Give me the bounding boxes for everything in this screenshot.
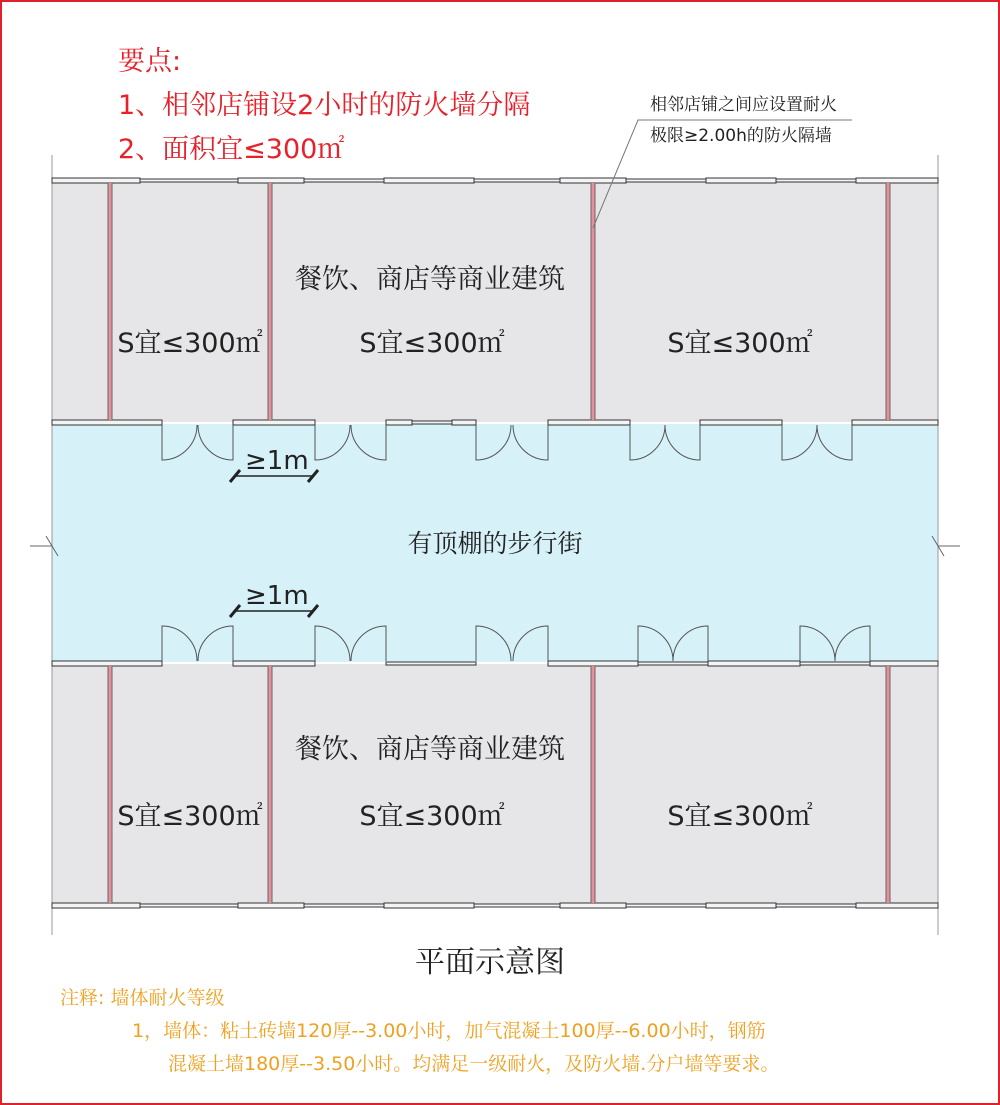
shop-area-label-top-1: S宜≤300㎡ <box>117 328 263 359</box>
top-door-dimension-label: ≥1m <box>245 446 309 476</box>
top-zone-title: 餐饮、商店等商业建筑 <box>295 264 565 295</box>
key-point-1: 1、相邻店铺设2小时的防火墙分隔 <box>118 90 531 121</box>
notes <box>60 982 779 1081</box>
key-points-heading: 要点: <box>118 46 182 77</box>
shop-area-label-bottom-1: S宜≤300㎡ <box>117 801 263 832</box>
top-shops-area <box>52 182 938 422</box>
street-label: 有顶棚的步行街 <box>407 529 583 558</box>
callout-line1: 相邻店铺之间应设置耐火 <box>650 95 837 115</box>
top-outer-wall <box>52 178 938 183</box>
figure-title: 平面示意图 <box>415 945 565 980</box>
bottom-door-dimension-label: ≥1m <box>245 581 309 611</box>
notes-line-1: 1，墙体：粘土砖墙120厚--3.00小时，加气混凝土100厚--6.00小时，钢筋 <box>132 1020 766 1042</box>
shop-area-label-bottom-2: S宜≤300㎡ <box>359 801 505 832</box>
shop-area-label-top-2: S宜≤300㎡ <box>359 328 505 359</box>
bottom-shops-area <box>52 664 938 906</box>
notes-heading: 注释: 墙体耐火等级 <box>60 987 225 1009</box>
callout-line2: 极限≥2.00h的防火隔墙 <box>650 126 832 146</box>
shop-area-label-bottom-3: S宜≤300㎡ <box>667 801 813 832</box>
key-point-2: 2、面积宜≤300㎡ <box>118 134 345 165</box>
bottom-outer-wall <box>52 903 938 908</box>
notes-line-2: 混凝土墙180厚--3.50小时。均满足一级耐火，及防火墙.分户墙等要求。 <box>168 1053 780 1075</box>
shop-area-label-top-3: S宜≤300㎡ <box>667 328 813 359</box>
bottom-zone-title: 餐饮、商店等商业建筑 <box>295 734 565 765</box>
